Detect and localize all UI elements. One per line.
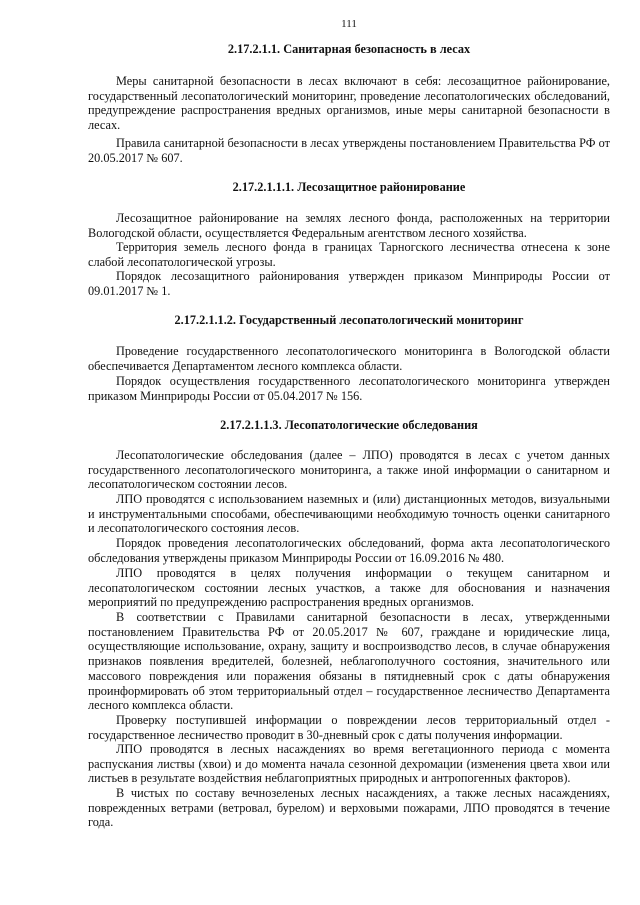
page-number: 111 xyxy=(341,18,357,30)
paragraph-monitoring-provider: Проведение государственного лесопатологического мониторинга в Вологодской области обеспечивается Департаментом лесного комплекса области. xyxy=(88,344,610,373)
paragraph-sanitary-measures: Меры санитарной безопасности в лесах включают в себя: лесозащитное районирование, государственный лесопатологический мониторинг, проведение лесопатологических обследований, предупреждение распространения вредных организмов, иные меры санитарной безопасности в лесах. xyxy=(88,74,610,133)
paragraph-sanitary-rules: Правила санитарной безопасности в лесах утверждены постановлением Правительства РФ от 20.05.2017 № 607. xyxy=(88,136,610,165)
paragraph-monitoring-order: Порядок осуществления государственного лесопатологического мониторинга утвержден приказом Минприроды России от 05.04.2017 № 156. xyxy=(88,374,610,403)
section-heading-zoning: 2.17.2.1.1.1. Лесозащитное районирование xyxy=(232,180,466,194)
paragraph-surveys-methods: ЛПО проводятся с использованием наземных и (или) дистанционных методов, визуальными и инструментальными способами, обеспечивающими необходимую точность оценки санитарного и лесопатологического состояния лесов. xyxy=(88,492,610,536)
paragraph-surveys-season: ЛПО проводятся в лесных насаждениях во время вегетационного периода с момента распускания листвы (хвои) и до момента начала сезонной дехромации (изменения цвета хвои или листьев в результате воздействия неблагоприятных природных и антропогенных факторов). xyxy=(88,742,610,786)
paragraph-zoning-authority: Лесозащитное районирование на землях лесного фонда, расположенных на территории Вологодской области, осуществляется Федеральным агентством лесного хозяйства. xyxy=(88,211,610,240)
paragraph-surveys-evergreen: В чистых по составу вечнозеленых лесных насаждениях, а также лесных насаждениях, поврежденных ветрами (ветровал, бурелом) и верховыми пожарами, ЛПО проводятся в течение года. xyxy=(88,786,610,830)
section-heading-surveys: 2.17.2.1.1.3. Лесопатологические обследования xyxy=(220,418,478,432)
paragraph-surveys-order: Порядок проведения лесопатологических обследований, форма акта лесопатологического обследования утверждены приказом Минприроды России от 16.09.2016 № 480. xyxy=(88,536,610,565)
paragraph-surveys-obligations: В соответствии с Правилами санитарной безопасности в лесах, утвержденными постановлением Правительства РФ от 20.05.2017 № 607, граждане и юридические лица, осуществляющие использование, охрану, защиту и воспроизводство лесов, в случае обнаружения признаков появления вредителей, болезней, неблагополучного состояния, значительного или массового повреждения или поражения обязаны в пятидневный срок с даты обнаружения проинформировать об этом территориальный отдел – государственное лесничество Департамента лесного комплекса области. xyxy=(88,610,610,713)
paragraph-surveys-verification: Проверку поступившей информации о повреждении лесов территориальный отдел - государственное лесничество проводит в 30-дневный срок с даты получения информации. xyxy=(88,713,610,742)
paragraph-surveys-purpose: ЛПО проводятся в целях получения информации о текущем санитарном и лесопатологическом состоянии лесных участков, а также для обоснования и назначения мероприятий по предупреждению распространения вредных организмов. xyxy=(88,566,610,610)
section-heading-sanitary-safety: 2.17.2.1.1. Санитарная безопасность в лесах xyxy=(227,42,471,56)
paragraph-zoning-order: Порядок лесозащитного районирования утвержден приказом Минприроды России от 09.01.2017 № 1. xyxy=(88,269,610,298)
paragraph-zoning-territory: Территория земель лесного фонда в границах Тарногского лесничества отнесена к зоне слабой лесопатологической угрозы. xyxy=(88,240,610,269)
paragraph-surveys-intro: Лесопатологические обследования (далее – ЛПО) проводятся в лесах с учетом данных государственного лесопатологического мониторинга, а также иной информации о санитарном и лесопатологическом состоянии лесов. xyxy=(88,448,610,492)
section-heading-monitoring: 2.17.2.1.1.2. Государственный лесопатологический мониторинг xyxy=(174,313,524,327)
